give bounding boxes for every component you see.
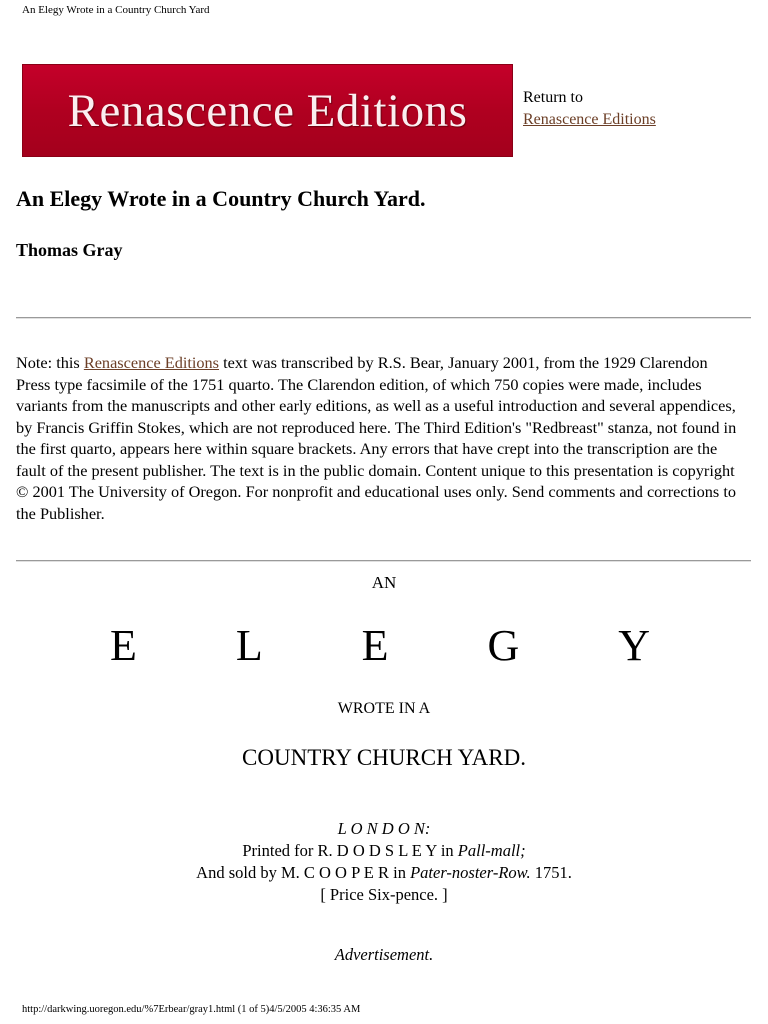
imprint-price: [ Price Six-pence. ] <box>320 885 448 904</box>
titlepage-wrote-in-a: WROTE IN A <box>337 700 431 717</box>
imprint-london: L O N D O N: <box>337 819 431 838</box>
page-title: An Elegy Wrote in a Country Church Yard. <box>16 186 426 211</box>
elegy-letter: Y <box>618 621 650 670</box>
imprint-cooper: C O O P E R <box>303 863 389 882</box>
divider-bottom <box>16 560 751 562</box>
print-header: An Elegy Wrote in a Country Church Yard <box>22 4 210 16</box>
imprint-pall-mall: Pall-mall; <box>457 841 526 860</box>
titlepage-country-church-yard: COUNTRY CHURCH YARD. <box>242 745 526 770</box>
note-body: text was transcribed by R.S. Bear, January 2001, from the 1929 Clarendon Press type facsimile of the 1751 quarto. The Clarendon edition, of which 750 copies were made, includes variants from the manuscripts and other early editions, as well as a useful introduction and several appendices, by Francis Griffin Stokes, which are not reproduced here. The Third Edition's "Redbreast" stanza, not found in the first quarto, appears here within square brackets. Any errors that have crept into the transcription are the fault of the present publisher. The text is in the public domain. Content unique to this presentation is copyright © 2001 The University of Oregon. For nonprofit and educational uses only. Send comments and corrections to the Publisher. <box>16 353 737 523</box>
imprint-dodsley: D O D S L E Y <box>336 841 437 860</box>
renascence-editions-banner <box>22 64 513 157</box>
transcription-note <box>16 352 746 524</box>
note-renascence-link[interactable]: Renascence Editions <box>83 353 220 372</box>
titlepage-imprint <box>0 818 768 906</box>
elegy-letter: E <box>110 621 137 670</box>
return-to-label: Return to <box>523 89 583 106</box>
return-renascence-link[interactable]: Renascence Editions <box>523 111 656 128</box>
banner-logo-text: Renascence Editions <box>67 84 468 137</box>
titlepage-elegy <box>110 620 650 672</box>
note-prefix: Note: this <box>16 353 84 372</box>
elegy-letter: E <box>361 621 389 670</box>
imprint-printed-for: Printed for R. D O D S L E Y in Pall-mall; <box>242 841 526 860</box>
titlepage-an: AN <box>371 573 397 592</box>
imprint-pater-noster-row: Pater-noster-Row. <box>410 863 531 882</box>
divider-top <box>16 317 751 319</box>
elegy-letter: G <box>487 621 520 670</box>
print-footer: http://darkwing.uoregon.edu/%7Erbear/gray1.html (1 of 5)4/5/2005 4:36:35 AM <box>22 1004 361 1015</box>
advertisement-heading: Advertisement. <box>334 945 434 964</box>
imprint-year: 1751. <box>530 863 572 882</box>
imprint-sold-by: And sold by M. C O O P E R in Pater-noster-Row. 1751. <box>196 863 572 882</box>
return-to-box <box>523 87 656 131</box>
elegy-letter: L <box>235 621 263 670</box>
author-name: Thomas Gray <box>16 240 123 260</box>
